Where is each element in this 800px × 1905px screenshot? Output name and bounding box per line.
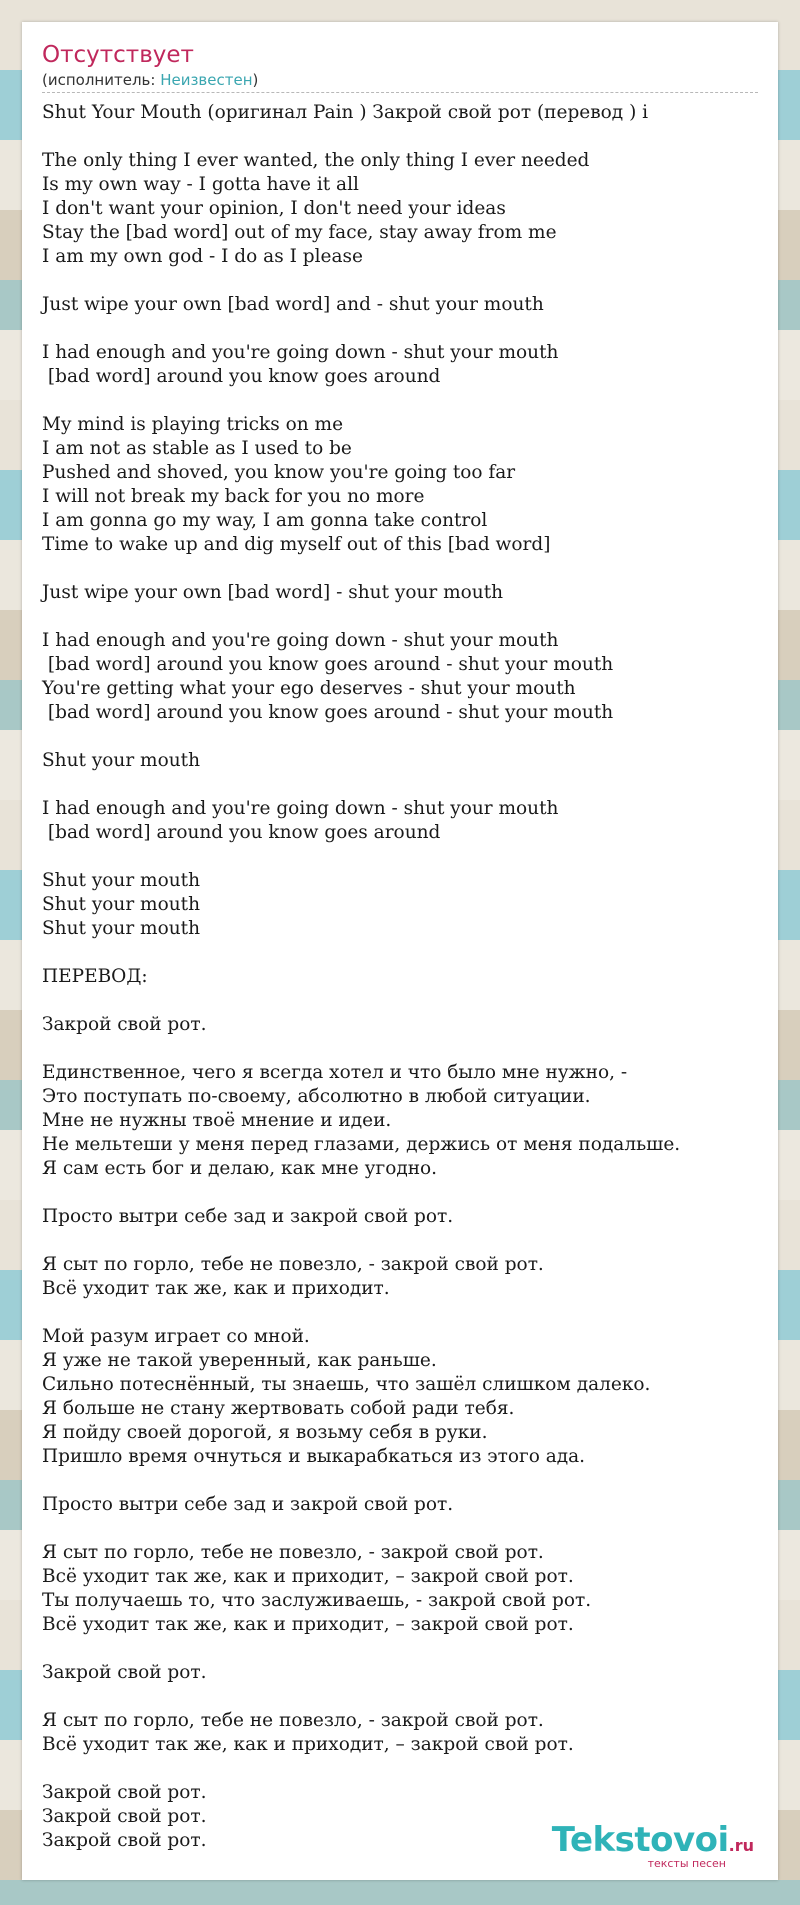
lyrics-card: [22, 22, 778, 1880]
artist-line: [42, 70, 758, 93]
song-title: Отсутствует: [42, 42, 194, 68]
artist-prefix: (исполнитель:: [42, 71, 161, 89]
artist-link[interactable]: Неизвестен: [160, 71, 253, 89]
logo-domain: .ru: [728, 1836, 754, 1855]
site-logo[interactable]: [552, 1822, 754, 1870]
logo-subtitle: тексты песен: [647, 1857, 726, 1870]
lyrics-text: Shut Your Mouth (оригинал Pain ) Закрой свой рот (перевод ) i The only thing I ever wanted, the only thing I ever needed Is my own way - I gotta have it all I don't want your opinion, I don't need your ideas Stay the [bad word] out of my face, stay away from me I am my own god - I do as I please Just wipe your own [bad word] and - shut your mouth I had enough and you're going down - shut your mouth [bad word] around you know goes around My mind is playing tricks on me I am not as stable as I used to be Pushed and shoved, you know you're going too far I will not break my back for you no more I am gonna go my way, I am gonna take control Time to wake up and dig myself out of this [bad word] Just wipe your own [bad word] - shut your mouth I had enough and you're going down - shut your mouth [bad word] around you know goes around - shut your mouth You're getting what your ego deserves - shut your mouth [bad word] around you know goes around - shut your mouth Shut your mouth I had enough and you're going down - shut your mouth [bad word] around you know goes around Shut your mouth Shut your mouth Shut your mouth ПЕРЕВОД: Закрой свой рот. Единственное, чего я всегда хотел и что было мне нужно, - Это поступать по-своему, абсолютно в любой ситуации. Мне не нужны твоё мнение и идеи. Не мельтеши у меня перед глазами, держись от меня подальше. Я сам есть бог и делаю, как мне угодно. Просто вытри себе зад и закрой свой рот. Я сыт по горло, тебе не повезло, - закрой свой рот. Всё уходит так же, как и приходит. Мой разум играет со мной. Я уже не такой уверенный, как раньше. Сильно потеснённый, ты знаешь, что зашёл слишком далеко. Я больше не стану жертвовать собой ради тебя. Я пойду своей дорогой, я возьму себя в руки. Пришло время очнуться и выкарабкаться из этого ада. Просто вытри себе зад и закрой свой рот. Я сыт по горло, тебе не повезло, - закрой свой рот. Всё уходит так же, как и приходит, – закрой свой рот. Ты получаешь то, что заслуживаешь, - закрой свой рот. Всё уходит так же, как и приходит, – закрой свой рот. Закрой свой рот. Я сыт по горло, тебе не повезло, - закрой свой рот. Всё уходит так же, как и приходит, – закрой свой рот. Закрой свой рот. Закрой свой рот. Закрой свой рот.: [42, 102, 681, 1851]
artist-suffix: ): [252, 71, 259, 89]
logo-wordmark: Tekstovoi: [551, 1820, 729, 1860]
